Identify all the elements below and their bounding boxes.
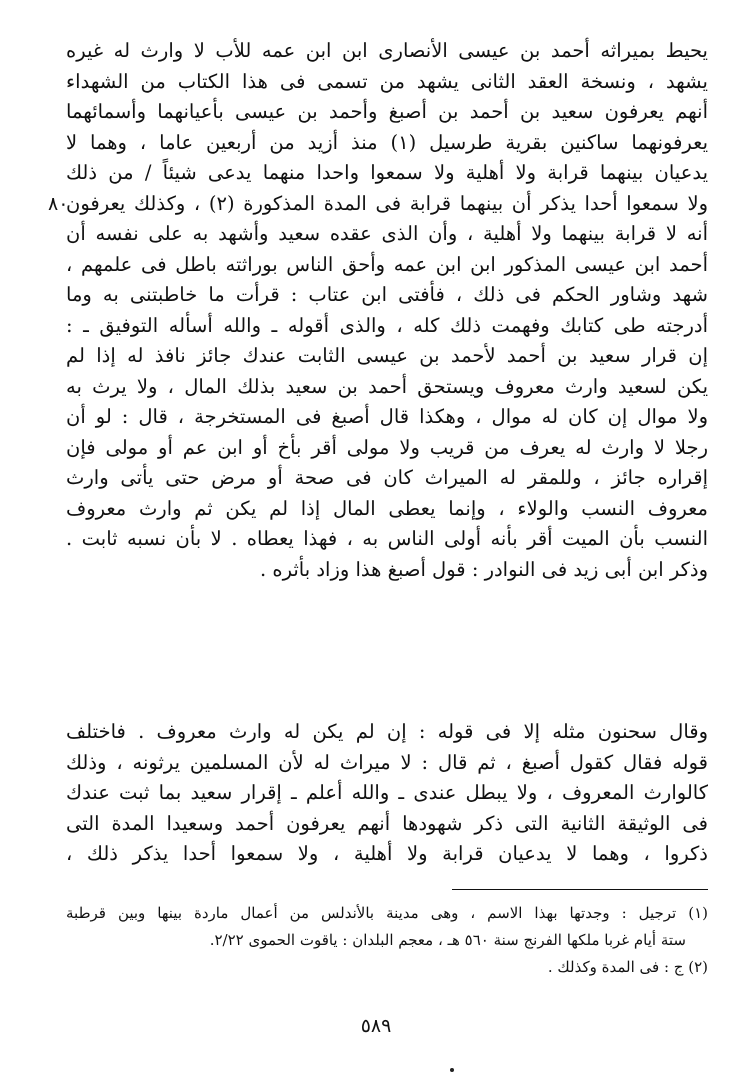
text-line: معروف النسب والولاء ، وإنما يعطى المال إذا لم يكن ثم وارث معروف (66, 496, 708, 520)
text-line: ولا سمعوا أحدا يذكر أن بينهما قرابة فى المدة المذكورة (٢) ، وكذلك يعرفون (66, 191, 708, 215)
text-line: شهد وشاور الحكم فى ذلك ، فأفتى ابن عتاب : قرأت ما خاطبتنى به وما (66, 283, 708, 306)
text-line: وذكر ابن أبى زيد فى النوادر : قول أصبغ هذا وزاد بأثره . (259, 557, 708, 581)
text-line: يعرفونهما ساكنين بقرية طرسيل (١) منذ أزيد من أربعين عاما ، وهما لا (66, 130, 708, 154)
text-line: ولا موال إن كان له موال ، وهكذا قال أصبغ فى المستخرجة ، قال : لو أن (66, 405, 708, 428)
text-line: أنه لا قرابة بينهما ولا أهلية ، وأن الذى عقده سعيد وأشهد به على نفسه أن (66, 222, 708, 245)
text-line: النسب بأن الميت أقر بأنه أولى الناس به ، فهذا يعطاه . لا بأن نسبه ثابت . (66, 527, 708, 550)
text-line: رجلا لا وارث له يعرف من قريب ولا مولى أقر بأخ أو ابن عم أو مولى فإن (66, 435, 708, 459)
footnote-line: (١) ترجيل : وجدتها بهذا الاسم ، وهى مدينة بالأندلس من أعمال ماردة بينها وبين قرطبة (66, 904, 708, 922)
text-line: وقال سحنون مثله إلا فى قوله : إن لم يكن له وارث معروف . فاختلف (66, 720, 708, 743)
text-line: يشهد ، ونسخة العقد الثانى يشهد من تسمى فى هذا الكتاب من الشهداء (66, 69, 708, 93)
text-line: أنهم يعرفون سعيد بن أحمد بن أصبغ وأحمد بن عيسى بأعيانهما وأسمائهما (66, 100, 708, 123)
text-line: أدرجته طى كتابك وفهمت ذلك كله ، والذى أقوله ـ والله أسأله التوفيق ـ : (66, 313, 708, 337)
second-paragraph-block (66, 717, 708, 870)
footnote-line: (٢) ج : فى المدة وكذلك . (547, 958, 708, 976)
text-line: كالوارث المعروف ، ولا يبطل عندى ـ والله أعلم ـ إقرار سعيد بما ثبت عندك (66, 781, 708, 804)
text-line: قوله فقال كقول أصبغ ، ثم قال : لا ميراث له لأن المسلمين يرثونه ، وذلك (66, 750, 708, 774)
text-line: ذكروا ، وهما لا يدعيان قرابة ولا أهلية ، ولا سمعوا أحدا يذكر ذلك ، (66, 842, 708, 865)
footnotes (66, 900, 708, 981)
main-text-block (66, 36, 708, 585)
margin-folio-number: ٨٠ (48, 193, 69, 215)
text-line: أحمد ابن عيسى المذكور ابن ابن عمه وأحق الناس بوراثته باطل فى علمهم ، (66, 252, 708, 276)
text-line: فى الوثيقة الثانية التى ذكر شهودها أنهم يعرفون أحمد وسعيدا المدة التى (66, 811, 708, 835)
footnote-divider (452, 889, 708, 890)
text-line: يحيط بميراثه أحمد بن عيسى الأنصارى ابن ابن عمه للأب لا وارث له غيره (66, 39, 708, 62)
text-line: يدعيان بينهما قرابة ولا أهلية ولا سمعوا واحدا منهما يدعى شيئاً / من ذلك (66, 161, 708, 184)
bottom-dot (450, 1068, 454, 1072)
text-line: إن قرار سعيد بن أحمد لأحمد بن عيسى الثابت عندك جائز نافذ له إذا لم (66, 344, 708, 367)
text-line: يكن لسعيد وارث معروف ويستحق أحمد بن سعيد بذلك المال ، ولا يرث به (66, 374, 708, 398)
text-line: إقراره جائز ، وللمقر له الميراث كان فى صحة أو مرض حتى يأتى وارث (66, 466, 708, 489)
page-number: ٥٨٩ (360, 1015, 392, 1037)
footnote-line: ستة أيام غربا ملكها الفرنج سنة ٥٦٠ هـ ، معجم البلدان : ياقوت الحموى ٢/٢٢. (209, 931, 686, 949)
